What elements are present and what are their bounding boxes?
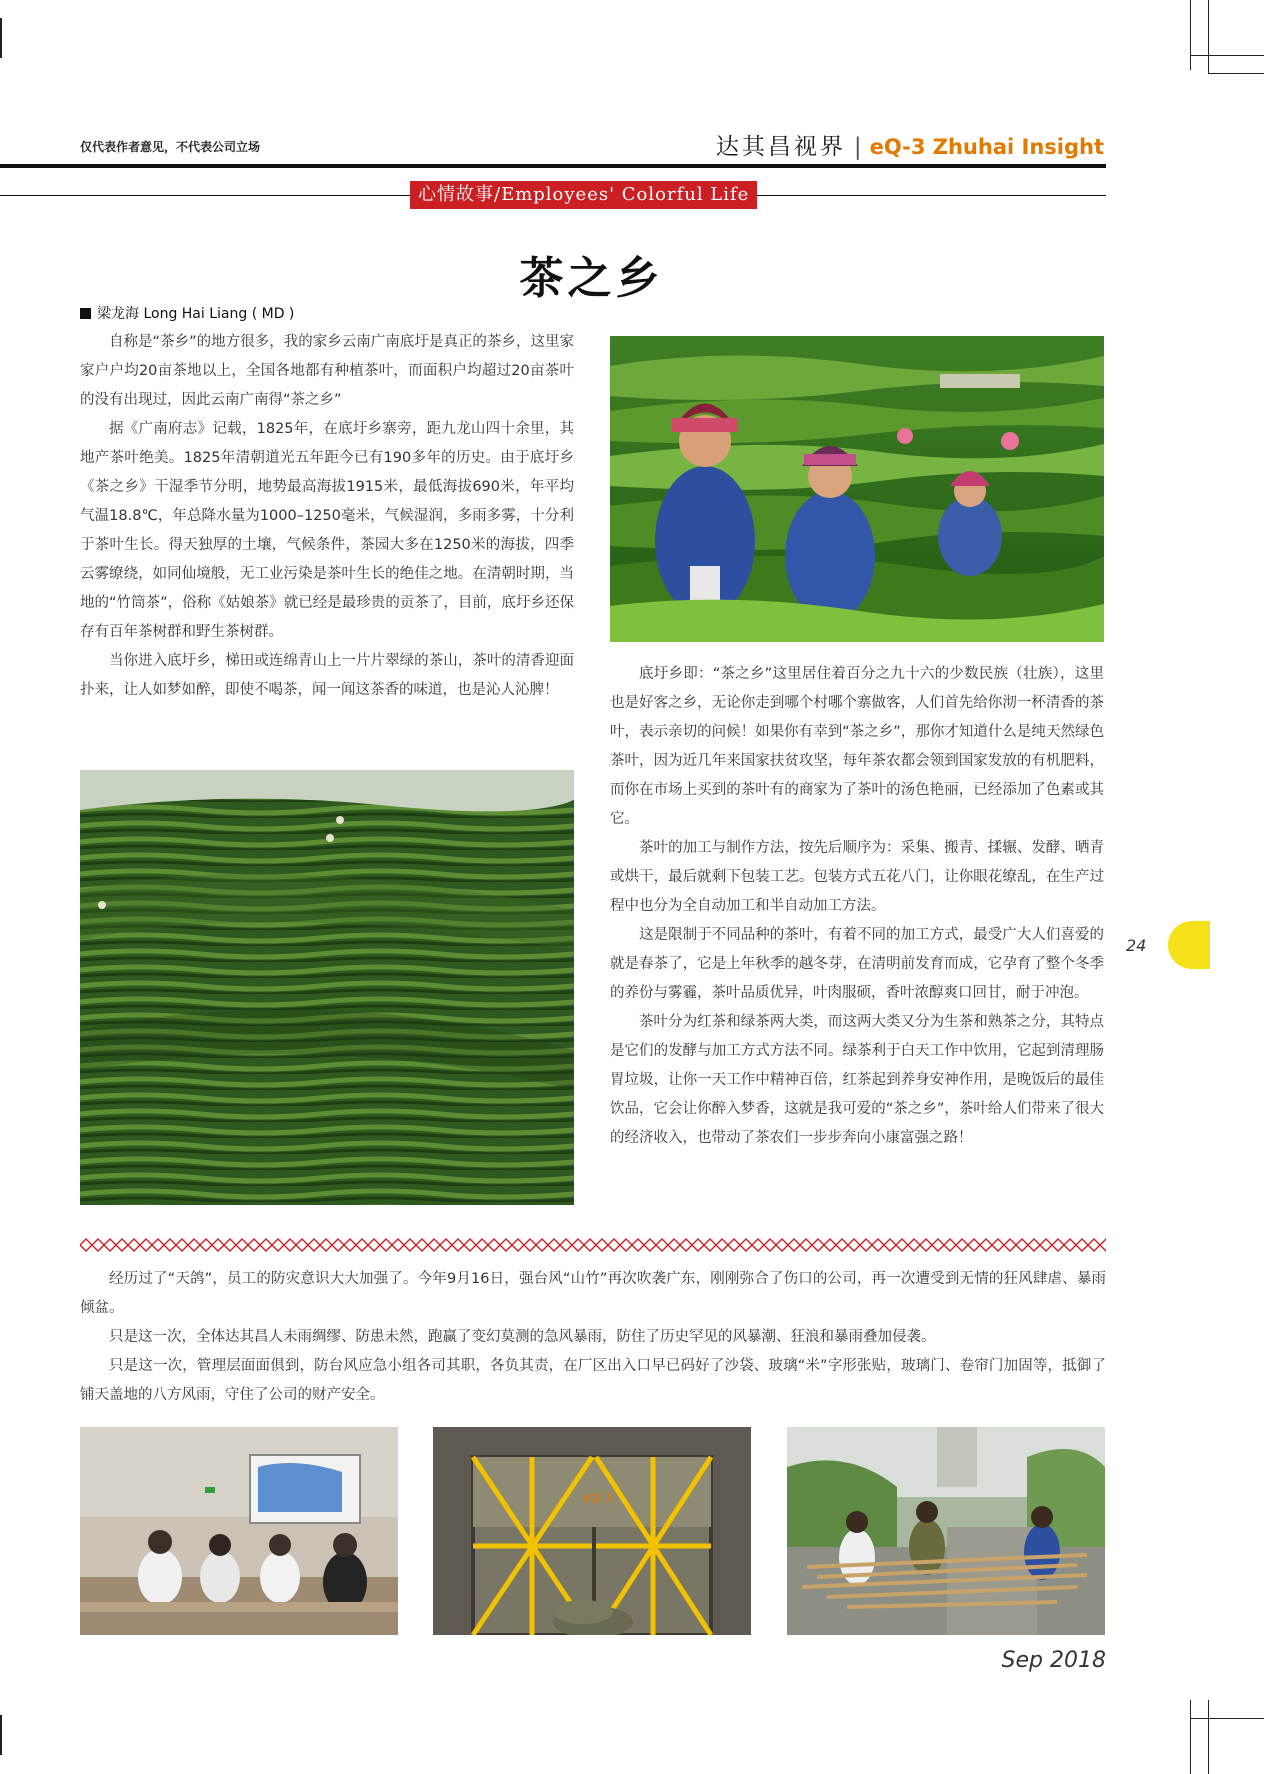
section-label: 心情故事/Employees' Colorful Life (410, 181, 757, 209)
typhoon-text (80, 1265, 1106, 1410)
tea-pickers-illustration (610, 336, 1104, 642)
header-rule (0, 164, 1106, 168)
crop-mark (0, 18, 2, 58)
crop-mark (1190, 55, 1264, 56)
meeting-room-illustration (80, 1427, 398, 1635)
article-left-column (80, 328, 574, 705)
meeting-room-photo (80, 1427, 398, 1635)
paragraph: 自称是“茶乡”的地方很多，我的家乡云南广南底圩是真正的茶乡，这里家家户户均20亩茶地以上，全国各地都有种植茶叶，而面积户均超过20亩茶叶的没有出现过，因此云南广南得“茶之乡” (80, 334, 574, 408)
disclaimer: 仅代表作者意见，不代表公司立场 (80, 140, 261, 154)
tea-pickers-photo (610, 336, 1104, 642)
page-tab-dot (1168, 921, 1210, 969)
taped-glass-door-photo (433, 1427, 751, 1635)
article-right-column (610, 660, 1104, 1153)
paragraph: 这是限制于不同品种的茶叶，有着不同的加工方式，最受广大人们喜爱的就是春茶了，它是上年秋季的越冬芽，在清明前发育而成，它孕育了整个冬季的养份与雾霾，茶叶品质优异，叶肉服硕，香叶浓醇爽口回甘，耐于冲泡。 (610, 927, 1104, 1001)
issue-date: Sep 2018 (1001, 1648, 1106, 1673)
masthead-chinese: 达其昌视界 (715, 134, 846, 160)
workers-bamboo-illustration (787, 1427, 1105, 1635)
author-byline (80, 303, 294, 323)
crop-mark (0, 1715, 2, 1755)
chain-divider (80, 1237, 1106, 1251)
author-name: 梁龙海 Long Hai Liang ( MD ) (97, 306, 295, 322)
bullet-square-icon (80, 308, 91, 319)
crop-mark (1208, 1700, 1209, 1774)
masthead-separator: | (853, 134, 862, 160)
tea-terraces-photo (80, 770, 574, 1205)
crop-mark (1190, 1700, 1191, 1774)
workers-bamboo-photo (787, 1427, 1105, 1635)
door-logo-text: eQ-3 (583, 1491, 613, 1505)
paragraph: 只是这一次，全体达其昌人未雨绸缪、防患未然，跑赢了变幻莫测的急风暴雨，防住了历史罕见的风暴潮、狂浪和暴雨叠加侵袭。 (109, 1329, 936, 1345)
paragraph: 经历过了“天鸽”，员工的防灾意识大大加强了。今年9月16日，强台风“山竹”再次吹袭广东，刚刚弥合了伤口的公司，再一次遭受到无情的狂风肆虐、暴雨倾盆。 (80, 1271, 1106, 1316)
paragraph: 茶叶分为红茶和绿茶两大类，而这两大类又分为生茶和熟茶之分，其特点是它们的发酵与加工方式方法不同。绿茶利于白天工作中饮用，它起到清理肠胃垃圾，让你一天工作中精神百倍，红茶起到养身安神作用，是晚饭后的最佳饮品，它会让你醉入梦香，这就是我可爱的“茶之乡”，茶叶给人们带来了很大的经济收入，也带动了茶农们一步步奔向小康富强之路！ (610, 1014, 1104, 1146)
crop-mark (1208, 73, 1264, 74)
masthead (716, 128, 1104, 161)
paragraph: 只是这一次，管理层面面俱到，防台风应急小组各司其职，各负其责，在厂区出入口早已码好了沙袋、玻璃“米”字形张贴，玻璃门、卷帘门加固等，抵御了铺天盖地的八方风雨，守住了公司的财产安全。 (80, 1358, 1106, 1403)
chain-divider-graphic (80, 1238, 1106, 1252)
paragraph: 当你进入底圩乡，梯田或连绵青山上一片片翠绿的茶山，茶叶的清香迎面扑来，让人如梦如醉，即使不喝茶，闻一闻这茶香的味道，也是沁人沁脾！ (80, 653, 574, 698)
masthead-english: eQ-3 Zhuhai Insight (869, 135, 1104, 159)
paragraph: 底圩乡即：“茶之乡”这里居住着百分之九十六的少数民族（壮族），这里也是好客之乡，无论你走到哪个村哪个寨做客，人们首先给你沏一杯清香的茶叶，表示亲切的问候！如果你有幸到“茶之乡”，那你才知道什么是纯天然绿色茶叶，因为近几年来国家扶贫攻坚，每年茶农都会领到国家发放的有机肥料，而你在市场上买到的茶叶有的商家为了茶叶的汤色艳丽，已经添加了色素或其它。 (610, 666, 1104, 827)
paragraph: 据《广南府志》记载，1825年，在底圩乡寨旁，距九龙山四十余里，其地产茶叶绝美。1825年清朝道光五年距今已有190多年的历史。由于底圩乡《茶之乡》干湿季节分明，地势最高海拔1915米，最低海拔690米，年平均气温18.8℃，年总降水量为1000–1250毫米，气候湿润，多雨多雾，十分利于茶叶生长。得天独厚的土壤，气候条件，茶园大多在1250米的海拔，四季云雾缭绕，如同仙境般，无工业污染是茶叶生长的绝佳之地。在清朝时期，当地的“竹筒茶”，俗称《姑娘茶》就已经是最珍贵的贡茶了，目前，底圩乡还保存有百年茶树群和野生茶树群。 (80, 421, 574, 640)
tea-terraces-illustration (80, 770, 574, 1205)
page-number: 24 (1126, 936, 1147, 955)
taped-glass-door-illustration (433, 1427, 751, 1635)
paragraph: 茶叶的加工与制作方法，按先后顺序为：采集、搬青、揉辗、发酵、晒青或烘干，最后就剩下包装工艺。包装方式五花八门，让你眼花缭乱，在生产过程中也分为全自动加工和半自动加工方法。 (610, 840, 1104, 914)
article-title: 茶之乡 (519, 253, 664, 304)
crop-mark (1190, 0, 1191, 70)
crop-mark (1208, 0, 1209, 74)
crop-mark (1190, 1718, 1264, 1719)
